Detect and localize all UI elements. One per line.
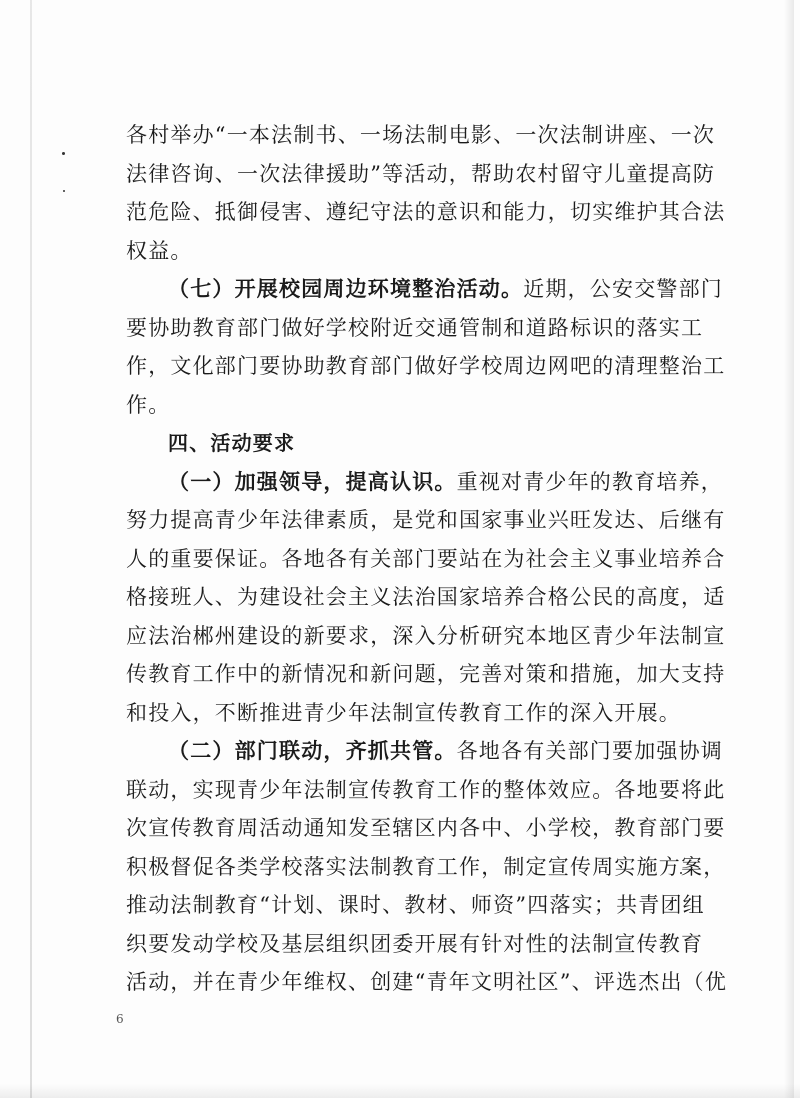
body-line: 推动法制教育“计划、课时、教材、师资”四落实；共青团组 [126, 893, 705, 917]
requirement-1-title: （一）加强领导，提高认识。 [168, 469, 457, 494]
body-line: 各村举办“一本法制书、一场法制电影、一次法制讲座、一次 [126, 123, 716, 147]
body-line: 次宣传教育周活动通知发至辖区内各中、小学校，教育部门要 [126, 816, 726, 840]
body-line: 努力提高青少年法律素质，是党和国家事业兴旺发达、后继有 [126, 508, 726, 532]
document-body [126, 116, 728, 1002]
body-line: 活动，并在青少年维权、创建“青年文明社区”、评选杰出（优 [126, 970, 728, 994]
body-line: 法律咨询、一次法律援助”等活动，帮助农村留守儿童提高防 [126, 161, 716, 186]
body-line: 权益。 [126, 238, 193, 263]
section-7-first-line [126, 270, 724, 309]
body-line: 积极督促各类学校落实法制教育工作，制定宣传周实施方案， [126, 854, 726, 879]
body-line: 格接班人、为建设社会主义法治国家培养合格公民的高度，适 [126, 585, 726, 609]
section-7-title: （七）开展校园周边环境整治活动。 [168, 277, 524, 301]
body-line: 人的重要保证。各地各有关部门要站在为社会主义事业培养合 [126, 546, 726, 571]
body-line: 织要发动学校及基层组织团委开展有针对性的法制宣传教育 [126, 931, 704, 956]
scan-speck [63, 190, 65, 192]
section-7-text: 近期，公安交警部门 [523, 277, 724, 301]
body-line: 联动，实现青少年法制宣传教育工作的整体效应。各地要将此 [126, 777, 726, 802]
page-number: 6 [116, 1012, 124, 1026]
requirement-1-first-line [126, 463, 724, 502]
body-line: 传教育工作中的新情况和新问题，完善对策和措施，加大支持 [126, 662, 726, 686]
scan-edge-right [784, 0, 794, 1098]
requirement-1-text: 重视对青少年的教育培养， [456, 469, 724, 494]
body-line: 和投入，不断推进青少年法制宣传教育工作的深入开展。 [126, 700, 681, 725]
body-line: 作，文化部门要协助教育部门做好学校周边网吧的清理整治工 [126, 354, 726, 378]
scan-speck [62, 152, 65, 155]
body-line: 范危险、抵御侵害、遵纪守法的意识和能力，切实维护其合法 [126, 200, 726, 224]
requirement-2-text: 各地各有关部门要加强协调 [456, 739, 724, 763]
body-line: 作。 [126, 392, 171, 417]
body-line: 应法治郴州建设的新要求，深入分析研究本地区青少年法制宣 [126, 623, 726, 648]
section-heading-requirements: 四、活动要求 [168, 431, 296, 455]
requirement-2-first-line [126, 732, 724, 771]
body-line: 要协助教育部门做好学校附近交通管制和道路标识的落实工 [126, 315, 704, 340]
scan-edge-bottom [0, 1084, 800, 1098]
scan-edge-left [30, 0, 32, 1098]
requirement-2-title: （二）部门联动，齐抓共管。 [168, 739, 457, 763]
